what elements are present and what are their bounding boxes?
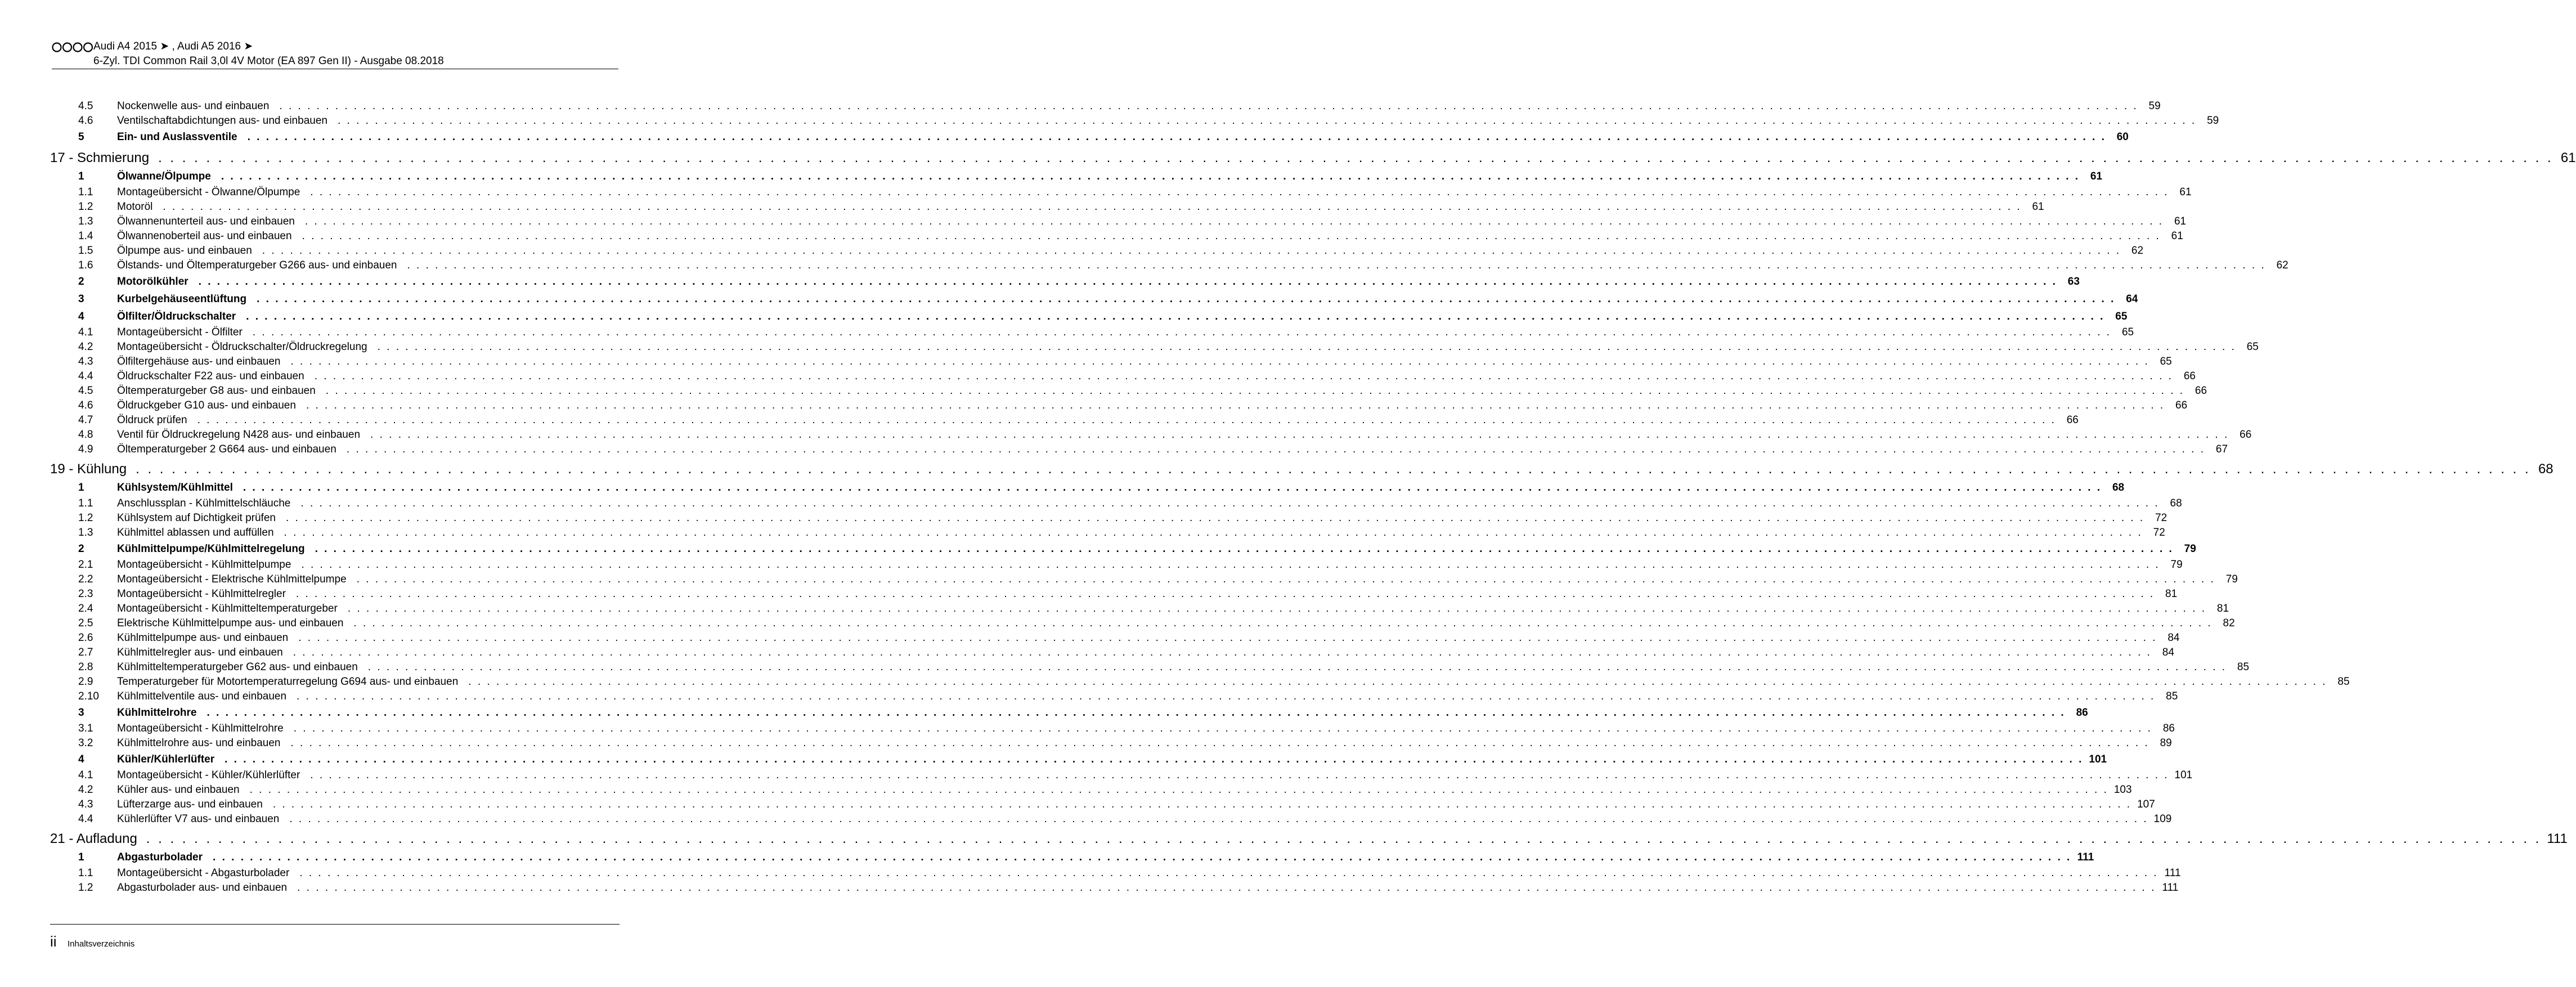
toc-entry-page: 72 [2155,512,2167,524]
toc-entry-title: Montageübersicht - Elektrische Kühlmittelpumpe [117,573,347,585]
dot-leader: . . . . . . . . . . . . . . . . . . . . . . . . . . . . . . . . . . . . . . . . . . . . . . . . . . . . . . . . . . . . . . . . . . . . . . . . . . . . . . . . . . . . . . . . . . . . . . . . . . . . . . . . . . . . . . . . . . . . . . . . . . . . . . . . . . . . . . . . . . . . . . . . . . . . . . . . . . . . . . . . . . . . . . . . . . . . . . . . . . . . . . . . . . . . . . . . . . . . . . . . [337,115,2197,127]
toc-entry-page: 68 [2538,461,2553,477]
toc-entry-number: 1.6 [78,259,93,271]
toc-entry-title: Motoröl [117,201,153,213]
toc-entry-title: Montageübersicht - Kühlmittelpumpe [117,559,291,571]
toc-entry-title: 19 - Kühlung [50,461,127,477]
toc-entry-number: 4.1 [78,769,93,781]
dot-leader: . . . . . . . . . . . . . . . . . . . . . . . . . . . . . . . . . . . . . . . . . . . . . . . . . . . . . . . . . . . . . . . . . . . . . . . . . . . . . . . . . . . . . . . . . . . . . . . . . . . . . . . . . . . . . . . . . . . . . . . . . . . . . . . . . . . . . . . . . . . . . . . . . . . . . . . . . . . . . . . . . . . . . . . . . . . . . . . . . . . . . . . . . . . . . . . . . . . . . . . . [302,230,2161,242]
toc-subsection[interactable] [50,587,2178,602]
toc-entry-page: 84 [2167,632,2180,644]
toc-entry-page: 64 [2126,293,2138,305]
toc-entry-page: 111 [2164,867,2181,879]
dot-leader: . . . . . . . . . . . . . . . . . . . . . . . . . . . . . . . . . . . . . . . . . . . . . . . . . . . . . . . . . . . . . . . . . . . . . . . . . . . . . . . . . . . . . . . . . . . . . . . . . . . . . . . . . . . . . . . . . . . . . . . . . . . . . . . . . . . . . . . . . . . . . . . . . . . . . . . . . . . . . . . . . . . . . . . . . . . . . . . . . . . . . . . . . . . . . . . . . . . . . . . . [279,100,2138,112]
dot-leader: . . . . . . . . . . . . . . . . . . . . . . . . . . . . . . . . . . . . . . . . . . . . . . . . . . . . . . . . . . . . . . . . . . . . . . . . . . . . . . . . . . . . . . . . . . . . . . . . . . . . . . . . . . . . . . . . . . . . . . . . . . . . . . . . . . . . . . . . . . . . . . . . . . . . . . . . . . . . . . . . . . . . . . . . . . . . . . . . . . . . . . . . . . . . . . . . . . . . . . . . [315,543,2174,555]
toc-entry-title: Kühlmittelrohre [117,707,197,719]
dot-leader: . . . . . . . . . . . . . . . . . . . . . . . . . . . . . . . . . . . . . . . . . . . . . . . . . . . . . . . . . . . . . . . . . . . . . . . . . . . . . . . . . . . . . . . . . . . . . . . . . . . . . . . . . . . . . . . . . . . . . . . . . . . . . . . . . . . . . . . . . . . . . . . . . . . . . . . . . . . . . . . . . . . . . . . . . . . . . . . . . . . . . . . . . . . . . . . . . . . . . . . . [325,385,2185,397]
toc-entry-page: 62 [2276,259,2288,271]
dot-leader: . . . . . . . . . . . . . . . . . . . . . . . . . . . . . . . . . . . . . . . . . . . . . . . . . . . . . . . . . . . . . . . . . . . . . . . . . . . . . . . . . . . . . . . . . . . . . . . . . . . . . . . . . . . . . . . . . . . . . . . . . . . . . . . . . . . . . . . . . . . . . . . . . . . . . . . . . . . . . . . . . . . . . . . . . . . . . . . . . . . . . . . . . . . . . . . . . . . . . . . . [249,784,2108,796]
dot-leader: . . . . . . . . . . . . . . . . . . . . . . . . . . . . . . . . . . . . . . . . . . . . . . . . . . . . . . . . . . . . . . . . . . . . . . . . . . . . . . . . . . . . . . . . . . . . . . . . . . . . . . . . . . . . . . . . . . . . . . . . . . . . . . . . . . . . . . . . . . . . . . . . . . . . . . . . . . . . . . . . . . . . . . . . . . . . . . . . . . . . . . . . . . . . . . . . . . . . . . . . [297,690,2156,702]
toc-entry-title: Ölwannenunterteil aus- und einbauen [117,216,295,227]
toc-entry-title: Kühlmittelventile aus- und einbauen [117,690,287,702]
toc-entry-page: 61 [2179,186,2192,198]
toc-entry-title: Kurbelgehäuseentlüftung [117,293,247,305]
toc-entry-title: Öltemperaturgeber G8 aus- und einbauen [117,385,316,397]
toc-entry-number: 2.1 [78,559,93,571]
toc-entry-title: Lüfterzarge aus- und einbauen [117,798,263,810]
toc-entry-title: 21 - Aufladung [50,831,137,846]
toc-entry-page: 65 [2246,341,2259,353]
toc-entry-number: 1.3 [78,527,93,539]
dot-leader: . . . . . . . . . . . . . . . . . . . . . . . . . . . . . . . . . . . . . . . . . . . . . . . . . . . . . . . . . . . . . . . . . . . . . . . . . . . . . . . . . . . . . . . . . . . . . . . . . . . . . . . . . . . . . . . . . . . . . . . . . . . . . . . . . . . . . . . . . . . . . . . . . . . . . . . . . . . . . . . . . . . . . . . . . . . . . . . . . . . . . . . . . . . . . . . . . . . . . . . . [310,769,2169,781]
toc-entry-number: 4.1 [78,326,93,338]
toc-entry-title: Kühlsystem auf Dichtigkeit prüfen [117,512,276,524]
toc-entry-title: Elektrische Kühlmittelpumpe aus- und einbauen [117,617,344,629]
toc-entry-title: Montageübersicht - Ölfilter [117,326,243,338]
toc-entry-page: 61 [2171,230,2183,242]
dot-leader: . . . . . . . . . . . . . . . . . . . . . . . . . . . . . . . . . . . . . . . . . . . . . . . . . . . . . . . . . . . . . . . . . . . . . . . . . . . . . . . . . . . . . . . . . . . . . . . . . . . . . . . . . . . . . . . . . . . . . . . . . . . . . . . . . . . . . . . . . . . . . . . . . . . . . . . . . . . . . . . . . . . . . . . . . . . . . . . . . . . . . . . . . . . . . . . . . . . . . . . . [310,186,2169,198]
dot-leader: . . . . . . . . . . . . . . . . . . . . . . . . . . . . . . . . . . . . . . . . . . . . . . . . . . . . . . . . . . . . . . . . . . . . . . . . . . . . . . . . . . . . . . . . . . . . . . . . . . . . . . . . . . . . . . . . . . . . . . . . . . . . . . . . . . . . . . . . . . . . . . . . . . . . . . . . . . . . . . . . . . . . . . . . . . . . . . . . . . . . . . . . . . . . . . . . . . . . . . . . [468,676,2327,688]
toc-entry-number: 3 [78,707,84,719]
toc-entry-number: 2.10 [78,690,99,702]
toc-entry-number: 2.4 [78,603,93,614]
toc-entry-number: 1.3 [78,216,93,227]
dot-leader: . . . . . . . . . . . . . . . . . . . . . . . . . . . . . . . . . . . . . . . . . . . . . . . . . . . . . . . . . . . . . . . . . . . . . . . . . . . . . . . . . . . . . . . . . . . . . . . . . . . . . . . . . . . . . . . . . . . . . . . . . . . . . . . . . . . . . . . . . . . . . . . . . . . . . . . . . . . . . . . . . . . . . . . . . . . . . . . . . . . . . . . . . . . . . . . . . . . . . . . . [290,356,2149,367]
toc-entry-page: 66 [2194,385,2207,397]
toc-entry-page: 72 [2153,527,2165,539]
dot-leader: . . . . . . . . . . . . . . . . . . . . . . . . . . . . . . . . . . . . . . . . . . . . . . . . . . . . . . . . . . . . . . . . . . . . . . . . . . . . . . . . . . . . . . . . . . . . . . . . . . . . . . . . . . . . . . . . . . . . . . . . . . . . . . . . . . . . . . . . . . . . . . . . . . . . . . . . . . . . . . . . . . . . . . . . . . . . . . . . . . . . . . . . . . . . . . . . . . . . . . . . [289,813,2148,825]
toc-entry-number: 5 [78,131,84,143]
toc-subsection[interactable] [50,398,2188,413]
toc-entry-page: 85 [2237,661,2250,673]
toc-entry-number: 2.9 [78,676,93,688]
toc-entry-page: 59 [2148,100,2161,112]
toc-entry-title: Kühler/Kühlerlüfter [117,753,215,765]
toc-entry-title: Nockenwelle aus- und einbauen [117,100,270,112]
dot-leader: . . . . . . . . . . . . . . . . . . . . . . . . . . . . . . . . . . . . . . . . . . . . . . . . . . . . . . . . . . . . . . . . . . . . . . . . . . . . . . . . . . . . . . . . . . . . . . . . . . . . . . . . . . . . . . . . . . . . . . . . . . . . . . . . . . . . . . . . . . . . . . . . . . . . . . . . . . . . . . . . . . . . . . . . . . . . . . . . . . . . . . . . . . . . . . . . . . . . . . . . [285,512,2145,524]
toc-entry-page: 62 [2131,245,2144,257]
toc-entry-number: 4 [78,311,84,322]
toc-subsection[interactable] [50,496,2182,511]
toc-entry-number: 4.4 [78,370,93,382]
toc-entry-number: 4.3 [78,798,93,810]
toc-subsection[interactable] [50,355,2172,369]
toc-entry-title: Öltemperaturgeber 2 G664 aus- und einbauen [117,443,336,455]
toc-entry-title: Montageübersicht - Kühlmittelregler [117,588,286,600]
toc-entry-title: Ein- und Auslassventile [117,131,237,143]
toc-entry-number: 4 [78,753,84,765]
toc-entry-page: 79 [2170,559,2183,571]
dot-leader: . . . . . . . . . . . . . . . . . . . . . . . . . . . . . . . . . . . . . . . . . . . . . . . . . . . . . . . . . . . . . . . . . . . . . . . . . . . . . . . . . . . . . . . . . . . . . . . . . . . . . . . . . . . . . . . . . . . . . . . . . . . . . . . . . . . . . . . . . . . . . . . . . . . . . . . . . . . . . . . . . . . . . . . . . . . . . . . . . . . . . . . . . . . . . . . . . . . . . . . . [297,882,2156,894]
toc-entry-title: Kühlmittel ablassen und auffüllen [117,527,274,539]
toc-entry-number: 1.1 [78,497,93,509]
toc-entry-number: 1 [78,482,84,493]
toc-entry-page: 86 [2162,723,2175,734]
toc-entry-title: Kühlmittelregler aus- und einbauen [117,647,283,658]
toc-entry-page: 81 [2165,588,2178,600]
toc-subsection[interactable] [50,660,2250,675]
toc-entry-title: Anschlussplan - Kühlmittelschläuche [117,497,291,509]
dot-leader: . . . . . . . . . . . . . . . . . . . . . . . . . . . . . . . . . . . . . . . . . . . . . . . . . . . . . . . . . . . . . . . . . . . . . . . . . . . . . . . . . . . . . . . . . . . . . . . . . . . . . . . . . . . . . . . . . . . . . . . . . . . . . . . . . . . . . . . . . . . . . . . . . . . . . . . . . . . . . . . . . . . . . . . . . . . . . . . . . . . . . . . . . . . . . . . . . . . . . . . . [257,293,2116,305]
toc-section[interactable] [50,168,2103,185]
toc-entry-page: 61 [2560,150,2576,165]
dot-leader: . . . . . . . . . . . . . . . . . . . . . . . . . . . . . . . . . . . . . . . . . . . . . . . . . . . . . . . . . . . . . . . . . . . . . . . . . . . . . . . . . . . . . . . . . . . . . . . . . . . . . . . . . . . . . . . . . . . . . . . . . . . . . . . . . . . . . . . . . . . . . . . . . . . . . . . . . . . . . . . . . . . . . . . . . . . . . . . . . . . . . . . . . . . . . . . . . . . . . . . . [163,201,2022,213]
dot-leader: . . . . . . . . . . . . . . . . . . . . . . . . . . . . . . . . . . . . . . . . . . . . . . . . . . . . . . . . . . . . . . . . . . . . . . . . . . . . . . . . . . . . . . . . . . . . . . . . . . . . . . . . . . . . . . . . . . . . . . . . . . . . . . . . . . . . . . . . . . . . . . . . . . . . . . . . . . . . . . . . . . . . . . . . . . . . . . . . . . . . . . . . . . . . . . . . . . . . . . . . [290,737,2149,749]
toc-entry-title: Ölstands- und Öltemperaturgeber G266 aus- und einbauen [117,259,397,271]
toc-section[interactable] [50,704,2088,721]
toc-entry-number: 2.8 [78,661,93,673]
toc-subsection[interactable] [50,645,2174,660]
toc-entry-number: 4.3 [78,356,93,367]
toc-entry-page: 109 [2153,813,2172,825]
footer-label: Inhaltsverzeichnis [68,939,135,949]
toc-entry-title: Ölwanne/Ölpumpe [117,171,211,182]
toc-subsection[interactable] [50,214,2187,229]
toc-subsection[interactable] [50,185,2192,200]
toc-entry-page: 63 [2067,276,2080,288]
toc-subsection[interactable] [50,881,2179,895]
dot-leader: . . . . . . . . . . . . . . . . . . . . . . . . . . . . . . . . . . . . . . . . . . . . . . . . . . . . . . . . . . . . . . . . . . . . . . . . . . . . . . . . . . . . . . . . . . . . . . . . . . . . . . . . . . . . . . . . . . . . . . . . . . . . . . . . . . . . . . . . . . . . . . . . . . . . . . . . . . . . . . . . . . . . . . . . . . . . . . . . . . . . . . . . . . . . . . . . . . . . . . . . [347,603,2207,614]
toc-entry-page: 65 [2121,326,2134,338]
dot-leader: . . . . . . . . . . . . . . . . . . . . . . . . . . . . . . . . . . . . . . . . . . . . . . . . . . . . . . . . . . . . . . . . . . . . . . . . . . . . . . . . . . . . . . . . . . . . . . . . . . . . . . . . . . . . . . . . . . . . . . . . . . . . . . . . . . . . . . . . . . . . . . . . . . . . . . . . . . . . . . . . . . . . . . . . . . . . . . . . . . . . . . . . . . . . . . . . . . . . . . . . [246,311,2105,322]
toc-entry-number: 4.9 [78,443,93,455]
toc-entry-number: 3.2 [78,737,93,749]
toc-section[interactable] [50,290,2138,308]
dot-leader: . . . . . . . . . . . . . . . . . . . . . . . . . . . . . . . . . . . . . . . . . . . . . . . . . . . . . . . . . . . . . . . . . . . . . . . . . . . . . . . . . . . . . . . . . . . . . . . . . . . . . . . . . . . . . . . . . . . . . . . . . . . . . . . . . . . . . . . . . . . . . . . . . . . . . . . . . . . . . . . . . . . . . . . . . . . . . . . . . . . . . . . . . . . . . . . . . . . . . . . . [293,723,2152,734]
toc-entry-title: Temperaturgeber für Motortemperaturregelung G694 aus- und einbauen [117,676,459,688]
toc-subsection[interactable] [50,526,2165,540]
toc-subsection[interactable] [50,721,2175,736]
toc-entry-page: 65 [2115,311,2128,322]
footer-page-number: ii [50,933,57,950]
toc-entry-page: 61 [2032,201,2044,213]
toc-entry-page: 66 [2240,429,2252,441]
toc-entry-page: 81 [2216,603,2229,614]
dot-leader: . . . . . . . . . . . . . . . . . . . . . . . . . . . . . . . . . . . . . . . . . . . . . . . . . . . . . . . . . . . . . . . . . . . . . . . . . . . . . . . . . . . . . . . . . . . . . . . . . . . . . . . . . . . . . . . . . . . . . . . . . . . . . . . . . . . . . . . . . . . . . . . . . . . . . . . . . . . . . . . . . . . . . . . . . . . . . . . . . . . . . . . . . . . . . . . . . . . . . . . . [293,647,2152,658]
toc-entry-page: 60 [2116,131,2129,143]
toc-subsection[interactable] [50,442,2228,457]
toc-entry-title: Kühlerlüfter V7 aus- und einbauen [117,813,280,825]
header-vehicle-models: Audi A4 2015 ➤ , Audi A5 2016 ➤ [93,41,253,52]
dot-leader: . . . . . . . . . . . . . . . . . . . . . . . . . . . . . . . . . . . . . . . . . . . . . . . . . . . . . . . . . . . . . . . . . . . . . . . . . . . . . . . . . . . . . . . . . . . . . . . . . . . . . . . . . . . . . . . . . . . . . . . . . . . . . . . . . . . . . . . . . . . . . . . . . . . . . . . . . . . . . . . . . . . . . . . . . . . . . . . . . . . . . . . . . . . . . . . . . . . . . . . . [407,259,2266,271]
toc-entry-number: 4.7 [78,414,93,426]
dot-leader: . . . . . . . . . . . . . . . . . . . . . . . . . . . . . . . . . . . . . . . . . . . . . . . . . . . . . . . . . . . . . . . . . . . . . . . . . . . . . . . . . . . . . . . . . . . . . . . . . . . . . . . . . . . . . . . . . . . . . . . . . . . . . . . . . . . . . . . . . . . . . . . . . . . . . . . . . . . . . . . . . . . . . . . . . . . . . . . . . . . . . . . . . . . . . . . . . . . . . . . . [346,443,2206,455]
toc-entry-page: 84 [2162,647,2174,658]
toc-subsection[interactable] [50,369,2196,384]
dot-leader: . . . . . . . . . . . . . . . . . . . . . . . . . . . . . . . . . . . . . . . . . . . . . . . . . . . . . . . . . . . . . . . . . . . . . . . . . . . . . . . . . . . . . . . . . . . . . . . . . . . . . . . . . . . . . . . . . . . . . . . . . . . . . . . . . . . . . . . . . . . . . . . . . . . . . . . . . . . . . . . . . . . . . . . . . . . . . . . . . . . . . . . . . . . . . . . . . . . . . . . . [300,497,2160,509]
dot-leader: . . . . . . . . . . . . . . . . . . . . . . . . . . . . . . . . . . . . . . . . . . . . . . . . . . . . . . . . . . . . . . . . . . . . . . . . . . . . . . . . . . . . . . . . . . . . . . . . . . . . . . . . . . . . . . . . . . . . . . . . . . . . . . . . . . . . . . . . . . . . . . . . . . . . . . . . . . . . . . . . . . . . . . . . . . . . . . . . . . . . . . . . . . . . . . . . . . . . . . . . [301,559,2160,571]
toc-entry-number: 2 [78,543,84,555]
toc-entry-number: 1.2 [78,512,93,524]
dot-leader: . . . . . . . . . . . . . . . . . . . . . . . . . . . . . . . . . . . . . . . . . . . . . . . . . . . . . . . . . . . . . . . . . . . . . . . . . . . . . . . . . . . . . . . . . . . . . . . . . . . . . . . . . . . . . . . . . . . . . . . . . . . . . . . . . . . . . . . . . . . . . . . . . . . . . . . . . . . . . . . . . . . . . . . . . . . . . . . . . . . . . . . . . . . . . . . . . . . . . . . . [353,617,2213,629]
dot-leader: . . . . . . . . . . . . . . . . . . . . . . . . . . . . . . . . . . . . . . . . . . . . . . . . . . . . . . . . . . . . . . . . . . . . . . . . . . . . . . . . . . . . . . . . . . . . . . . . . . . . . . . . . . . . . . . . . . . . . . . . . . . . . . . . . . . . . . . . . . . . . . . . . . . . . . . . . . . . . . . . . . . . . . . . . . . . . . . . . . . . . . . . . . . . . . . . . . . . . . . . [158,150,2553,165]
dot-leader: . . . . . . . . . . . . . . . . . . . . . . . . . . . . . . . . . . . . . . . . . . . . . . . . . . . . . . . . . . . . . . . . . . . . . . . . . . . . . . . . . . . . . . . . . . . . . . . . . . . . . . . . . . . . . . . . . . . . . . . . . . . . . . . . . . . . . . . . . . . . . . . . . . . . . . . . . . . . . . . . . . . . . . . . . . . . . . . . . . . . . . . . . . . . . . . . . . . . . . . . [298,632,2157,644]
toc-entry-number: 1.1 [78,186,93,198]
toc-entry-title: Motorölkühler [117,276,189,288]
toc-subsection[interactable] [50,866,2181,881]
dot-leader: . . . . . . . . . . . . . . . . . . . . . . . . . . . . . . . . . . . . . . . . . . . . . . . . . . . . . . . . . . . . . . . . . . . . . . . . . . . . . . . . . . . . . . . . . . . . . . . . . . . . . . . . . . . . . . . . . . . . . . . . . . . . . . . . . . . . . . . . . . . . . . . . . . . . . . . . . . . . . . . . . . . . . . . . . . . . . . . . . . . . . . . . . . . . . . . . . . . . . . . . [207,707,2066,719]
toc-entry-number: 2.6 [78,632,93,644]
dot-leader: . . . . . . . . . . . . . . . . . . . . . . . . . . . . . . . . . . . . . . . . . . . . . . . . . . . . . . . . . . . . . . . . . . . . . . . . . . . . . . . . . . . . . . . . . . . . . . . . . . . . . . . . . . . . . . . . . . . . . . . . . . . . . . . . . . . . . . . . . . . . . . . . . . . . . . . . . . . . . . . . . . . . . . . . . . . . . . . . . . . . . . . . . . . . . . . . . . . . . . . . [243,482,2102,493]
dot-leader: . . . . . . . . . . . . . . . . . . . . . . . . . . . . . . . . . . . . . . . . . . . . . . . . . . . . . . . . . . . . . . . . . . . . . . . . . . . . . . . . . . . . . . . . . . . . . . . . . . . . . . . . . . . . . . . . . . . . . . . . . . . . . . . . . . . . . . . . . . . . . . . . . . . . . . . . . . . . . . . . . . . . . . . . . . . . . . . . . . . . . . . . . . . . . . . . . . . . . . . . [356,573,2215,585]
dot-leader: . . . . . . . . . . . . . . . . . . . . . . . . . . . . . . . . . . . . . . . . . . . . . . . . . . . . . . . . . . . . . . . . . . . . . . . . . . . . . . . . . . . . . . . . . . . . . . . . . . . . . . . . . . . . . . . . . . . . . . . . . . . . . . . . . . . . . . . . . . . . . . . . . . . . . . . . . . . . . . . . . . . . . . . . . . . . . . . . . . . . . . . . . . . . . . . . . . . . . . . . [304,216,2164,227]
toc-entry-page: 79 [2225,573,2238,585]
toc-entry-number: 2 [78,276,84,288]
dot-leader: . . . . . . . . . . . . . . . . . . . . . . . . . . . . . . . . . . . . . . . . . . . . . . . . . . . . . . . . . . . . . . . . . . . . . . . . . . . . . . . . . . . . . . . . . . . . . . . . . . . . . . . . . . . . . . . . . . . . . . . . . . . . . . . . . . . . . . . . . . . . . . . . . . . . . . . . . . . . . . . . . . . . . . . . . . . . . . . . . . . . . . . . . . . . . . . . . . . . . . . . [197,414,2056,426]
table-of-contents [50,99,2576,895]
toc-entry-title: Kühlmittelpumpe/Kühlmittelregelung [117,543,305,555]
toc-section[interactable] [50,540,2196,558]
toc-entry-number: 4.6 [78,115,93,127]
toc-entry-title: Öldruckschalter F22 aus- und einbauen [117,370,304,382]
toc-subsection[interactable] [50,413,2079,428]
dot-leader: . . . . . . . . . . . . . . . . . . . . . . . . . . . . . . . . . . . . . . . . . . . . . . . . . . . . . . . . . . . . . . . . . . . . . . . . . . . . . . . . . . . . . . . . . . . . . . . . . . . . . . . . . . . . . . . . . . . . . . . . . . . . . . . . . . . . . . . . . . . . . . . . . . . . . . . . . . . . . . . . . . . . . . . . . . . . . . . . . . . . . . . . . . . . . . . . . . . . . . . . [367,661,2227,673]
toc-subsection[interactable] [50,689,2178,704]
toc-entry-page: 82 [2223,617,2235,629]
dot-leader: . . . . . . . . . . . . . . . . . . . . . . . . . . . . . . . . . . . . . . . . . . . . . . . . . . . . . . . . . . . . . . . . . . . . . . . . . . . . . . . . . . . . . . . . . . . . . . . . . . . . . . . . . . . . . . . . . . . . . . . . . . . . . . . . . . . . . . . . . . . . . . . . . . . . . . . . . . . . . . . . . . . . . . . . . . . . . . . . . . . . . . . . . . . . . . . . . . . . . . . . [252,326,2112,338]
toc-subsection[interactable] [50,384,2207,398]
toc-entry-title: Montageübersicht - Öldruckschalter/Öldruckregelung [117,341,367,353]
toc-entry-page: 59 [2207,115,2219,127]
toc-subsection[interactable] [50,812,2172,827]
toc-entry-number: 1.2 [78,882,93,894]
toc-subsection[interactable] [50,736,2172,751]
toc-entry-page: 103 [2113,784,2132,796]
toc-entry-page: 66 [2066,414,2079,426]
dot-leader: . . . . . . . . . . . . . . . . . . . . . . . . . . . . . . . . . . . . . . . . . . . . . . . . . . . . . . . . . . . . . . . . . . . . . . . . . . . . . . . . . . . . . . . . . . . . . . . . . . . . . . . . . . . . . . . . . . . . . . . . . . . . . . . . . . . . . . . . . . . . . . . . . . . . . . . . . . . . . . . . . . . . . . . . . . . . . . . . . . . . . . . . . . . . . . . . . . . . . . . . [198,276,2057,288]
toc-entry-page: 101 [2089,753,2107,765]
toc-entry-title: Kühlsystem/Kühlmittel [117,482,233,493]
toc-entry-number: 3.1 [78,723,93,734]
toc-entry-number: 4.2 [78,341,93,353]
toc-entry-title: Kühlmittelrohre aus- und einbauen [117,737,281,749]
dot-leader: . . . . . . . . . . . . . . . . . . . . . . . . . . . . . . . . . . . . . . . . . . . . . . . . . . . . . . . . . . . . . . . . . . . . . . . . . . . . . . . . . . . . . . . . . . . . . . . . . . . . . . . . . . . . . . . . . . . . . . . . . . . . . . . . . . . . . . . . . . . . . . . . . . . . . . . . . . . . . . . . . . . . . . . . . . . . . . . . . . . . . . . . . . . . . . . . . . . . . . . . [272,798,2132,810]
toc-subsection[interactable] [50,325,2134,340]
toc-subsection[interactable] [50,783,2132,797]
toc-entry-title: Kühlmitteltemperaturgeber G62 aus- und einbauen [117,661,358,673]
toc-entry-number: 1 [78,851,84,863]
toc-entry-page: 61 [2090,171,2103,182]
toc-section[interactable] [50,273,2080,290]
dot-leader: . . . . . . . . . . . . . . . . . . . . . . . . . . . . . . . . . . . . . . . . . . . . . . . . . . . . . . . . . . . . . . . . . . . . . . . . . . . . . . . . . . . . . . . . . . . . . . . . . . . . . . . . . . . . . . . . . . . . . . . . . . . . . . . . . . . . . . . . . . . . . . . . . . . . . . . . . . . . . . . . . . . . . . . . . . . . . . . . . . . . . . . . . . . . . . . . . . . . . . . . [370,429,2229,441]
dot-leader: . . . . . . . . . . . . . . . . . . . . . . . . . . . . . . . . . . . . . . . . . . . . . . . . . . . . . . . . . . . . . . . . . . . . . . . . . . . . . . . . . . . . . . . . . . . . . . . . . . . . . . . . . . . . . . . . . . . . . . . . . . . . . . . . . . . . . . . . . . . . . . . . . . . . . . . . . . . . . . . . . . . . . . . . . . . . . . . . . . . . . . . . . . . . . . . . . . . . . . . . [247,131,2106,143]
toc-subsection[interactable] [50,244,2144,258]
toc-subsection[interactable] [50,258,2288,273]
dot-leader: . . . . . . . . . . . . . . . . . . . . . . . . . . . . . . . . . . . . . . . . . . . . . . . . . . . . . . . . . . . . . . . . . . . . . . . . . . . . . . . . . . . . . . . . . . . . . . . . . . . . . . . . . . . . . . . . . . . . . . . . . . . . . . . . . . . . . . . . . . . . . . . . . . . . . . . . . . . . . . . . . . . . . . . . . . . . . . . . . . . . . . . . . . . . . . . . . . . . . . . . [284,527,2143,539]
toc-entry-page: 85 [2337,676,2350,688]
toc-entry-page: 111 [2547,831,2568,846]
dot-leader: . . . . . . . . . . . . . . . . . . . . . . . . . . . . . . . . . . . . . . . . . . . . . . . . . . . . . . . . . . . . . . . . . . . . . . . . . . . . . . . . . . . . . . . . . . . . . . . . . . . . . . . . . . . . . . . . . . . . . . . . . . . . . . . . . . . . . . . . . . . . . . . . . . . . . . . . . . . . . . . . . . . . . . . . . . . . . . . . . . . . . . . . . . . . . . . . . . . . . . . . [377,341,2236,353]
toc-entry-page: 86 [2076,707,2088,719]
toc-entry-title: Abgasturbolader aus- und einbauen [117,882,288,894]
toc-entry-number: 4.4 [78,813,93,825]
toc-subsection[interactable] [50,511,2167,526]
dot-leader: . . . . . . . . . . . . . . . . . . . . . . . . . . . . . . . . . . . . . . . . . . . . . . . . . . . . . . . . . . . . . . . . . . . . . . . . . . . . . . . . . . . . . . . . . . . . . . . . . . . . . . . . . . . . . . . . . . . . . . . . . . . . . . . . . . . . . . . . . . . . . . . . . . . . . . . . . . . . . . . . . . . . . . . . . . . . . . . . . . . . . . . . . . . . . . . . . . . . . . . . [221,171,2080,182]
toc-entry-number: 1.4 [78,230,93,242]
toc-chapter[interactable] [50,459,2553,479]
toc-entry-title: Öldruckgeber G10 aus- und einbauen [117,400,296,411]
toc-entry-title: Montageübersicht - Kühler/Kühlerlüfter [117,769,300,781]
dot-leader: . . . . . . . . . . . . . . . . . . . . . . . . . . . . . . . . . . . . . . . . . . . . . . . . . . . . . . . . . . . . . . . . . . . . . . . . . . . . . . . . . . . . . . . . . . . . . . . . . . . . . . . . . . . . . . . . . . . . . . . . . . . . . . . . . . . . . . . . . . . . . . . . . . . . . . . . . . . . . . . . . . . . . . . . . . . . . . . . . . . . . . . . . . . . . . . . . . . . . . . . [136,461,2531,477]
toc-subsection[interactable] [50,558,2183,572]
toc-entry-title: Montageübersicht - Kühlmitteltemperaturgeber [117,603,338,614]
toc-entry-number: 4.8 [78,429,93,441]
toc-entry-title: Montageübersicht - Abgasturbolader [117,867,290,879]
toc-subsection[interactable] [50,768,2193,783]
toc-entry-title: Ölfiltergehäuse aus- und einbauen [117,356,281,367]
toc-entry-page: 89 [2160,737,2172,749]
toc-entry-title: Ventilschaftabdichtungen aus- und einbauen [117,115,327,127]
toc-entry-number: 2.3 [78,588,93,600]
toc-entry-page: 65 [2160,356,2172,367]
toc-section[interactable] [50,751,2107,768]
toc-section[interactable] [50,128,2129,146]
toc-entry-number: 4.2 [78,784,93,796]
dot-leader: . . . . . . . . . . . . . . . . . . . . . . . . . . . . . . . . . . . . . . . . . . . . . . . . . . . . . . . . . . . . . . . . . . . . . . . . . . . . . . . . . . . . . . . . . . . . . . . . . . . . . . . . . . . . . . . . . . . . . . . . . . . . . . . . . . . . . . . . . . . . . . . . . . . . . . . . . . . . . . . . . . . . . . . . . . . . . . . . . . . . . . . . . . . . . . . . . . . . . . . . [295,588,2155,600]
dot-leader: . . . . . . . . . . . . . . . . . . . . . . . . . . . . . . . . . . . . . . . . . . . . . . . . . . . . . . . . . . . . . . . . . . . . . . . . . . . . . . . . . . . . . . . . . . . . . . . . . . . . . . . . . . . . . . . . . . . . . . . . . . . . . . . . . . . . . . . . . . . . . . . . . . . . . . . . . . . . . . . . . . . . . . . . . . . . . . . . . . . . . . . . . . . . . . . . . . . . . . . . [306,400,2165,411]
toc-entry-page: 85 [2166,690,2178,702]
toc-entry-page: 66 [2175,400,2188,411]
toc-entry-title: Kühler aus- und einbauen [117,784,240,796]
toc-entry-number: 4.6 [78,400,93,411]
toc-section[interactable] [50,849,2094,866]
toc-entry-page: 68 [2112,482,2125,493]
toc-subsection[interactable] [50,229,2183,244]
toc-entry-number: 2.5 [78,617,93,629]
toc-entry-title: Öldruck prüfen [117,414,187,426]
toc-entry-page: 67 [2215,443,2228,455]
toc-entry-title: Kühlmittelpumpe aus- und einbauen [117,632,289,644]
toc-subsection[interactable] [50,428,2252,442]
toc-subsection[interactable] [50,616,2235,631]
toc-entry-page: 107 [2137,798,2155,810]
toc-subsection[interactable] [50,200,2044,214]
dot-leader: . . . . . . . . . . . . . . . . . . . . . . . . . . . . . . . . . . . . . . . . . . . . . . . . . . . . . . . . . . . . . . . . . . . . . . . . . . . . . . . . . . . . . . . . . . . . . . . . . . . . . . . . . . . . . . . . . . . . . . . . . . . . . . . . . . . . . . . . . . . . . . . . . . . . . . . . . . . . . . . . . . . . . . . . . . . . . . . . . . . . . . . . . . . . . . . . . . . . . . . . [213,851,2072,863]
toc-subsection[interactable] [50,602,2229,616]
toc-entry-page: 68 [2170,497,2182,509]
toc-entry-number: 4.5 [78,100,93,112]
toc-entry-number: 2.7 [78,647,93,658]
toc-entry-title: Montageübersicht - Ölwanne/Ölpumpe [117,186,300,198]
toc-entry-title: Ventil für Öldruckregelung N428 aus- und einbauen [117,429,361,441]
toc-entry-title: 17 - Schmierung [50,150,150,165]
dot-leader: . . . . . . . . . . . . . . . . . . . . . . . . . . . . . . . . . . . . . . . . . . . . . . . . . . . . . . . . . . . . . . . . . . . . . . . . . . . . . . . . . . . . . . . . . . . . . . . . . . . . . . . . . . . . . . . . . . . . . . . . . . . . . . . . . . . . . . . . . . . . . . . . . . . . . . . . . . . . . . . . . . . . . . . . . . . . . . . . . . . . . . . . . . . . . . . . . . . . . . . . [314,370,2173,382]
toc-section[interactable] [50,308,2128,325]
dot-leader: . . . . . . . . . . . . . . . . . . . . . . . . . . . . . . . . . . . . . . . . . . . . . . . . . . . . . . . . . . . . . . . . . . . . . . . . . . . . . . . . . . . . . . . . . . . . . . . . . . . . . . . . . . . . . . . . . . . . . . . . . . . . . . . . . . . . . . . . . . . . . . . . . . . . . . . . . . . . . . . . . . . . . . . . . . . . . . . . . . . . . . . . . . . . . . . . . . . . . . . . [225,753,2084,765]
toc-entry-page: 111 [2077,851,2094,863]
toc-entry-page: 111 [2162,882,2179,894]
toc-entry-number: 1.1 [78,867,93,879]
toc-entry-title: Ölfilter/Öldruckschalter [117,311,236,322]
toc-subsection[interactable] [50,340,2259,355]
toc-entry-title: Montageübersicht - Kühlmittelrohre [117,723,284,734]
toc-entry-title: Ölpumpe aus- und einbauen [117,245,252,257]
toc-subsection[interactable] [50,675,2350,689]
toc-subsection[interactable] [50,631,2180,645]
toc-entry-title: Abgasturbolader [117,851,203,863]
toc-subsection[interactable] [50,99,2161,114]
toc-entry-page: 66 [2183,370,2196,382]
toc-subsection[interactable] [50,114,2219,128]
dot-leader: . . . . . . . . . . . . . . . . . . . . . . . . . . . . . . . . . . . . . . . . . . . . . . . . . . . . . . . . . . . . . . . . . . . . . . . . . . . . . . . . . . . . . . . . . . . . . . . . . . . . . . . . . . . . . . . . . . . . . . . . . . . . . . . . . . . . . . . . . . . . . . . . . . . . . . . . . . . . . . . . . . . . . . . . . . . . . . . . . . . . . . . . . . . . . . . . . . . . . . . . [299,867,2158,879]
audi-rings-logo [52,42,93,52]
toc-entry-page: 61 [2174,216,2187,227]
toc-chapter[interactable] [50,829,2568,849]
toc-chapter[interactable] [50,148,2576,168]
toc-entry-number: 1.2 [78,201,93,213]
toc-entry-number: 3 [78,293,84,305]
toc-entry-page: 79 [2184,543,2196,555]
toc-entry-number: 1 [78,171,84,182]
toc-entry-page: 101 [2174,769,2193,781]
toc-subsection[interactable] [50,797,2155,812]
dot-leader: . . . . . . . . . . . . . . . . . . . . . . . . . . . . . . . . . . . . . . . . . . . . . . . . . . . . . . . . . . . . . . . . . . . . . . . . . . . . . . . . . . . . . . . . . . . . . . . . . . . . . . . . . . . . . . . . . . . . . . . . . . . . . . . . . . . . . . . . . . . . . . . . . . . . . . . . . . . . . . . . . . . . . . . . . . . . . . . . . . . . . . . . . . . . . . . . . . . . . . . . [262,245,2121,257]
toc-entry-number: 4.5 [78,385,93,397]
toc-entry-number: 1.5 [78,245,93,257]
toc-entry-number: 2.2 [78,573,93,585]
header-engine-edition: 6-Zyl. TDI Common Rail 3,0l 4V Motor (EA 897 Gen II) - Ausgabe 08.2018 [93,55,444,67]
toc-subsection[interactable] [50,572,2238,587]
footer-divider [50,924,620,925]
toc-section[interactable] [50,479,2125,496]
dot-leader: . . . . . . . . . . . . . . . . . . . . . . . . . . . . . . . . . . . . . . . . . . . . . . . . . . . . . . . . . . . . . . . . . . . . . . . . . . . . . . . . . . . . . . . . . . . . . . . . . . . . . . . . . . . . . . . . . . . . . . . . . . . . . . . . . . . . . . . . . . . . . . . . . . . . . . . . . . . . . . . . . . . . . . . . . . . . . . . . . . . . . . . . . . . . . . . . . . . . . . . . [146,831,2542,846]
toc-entry-title: Ölwannenoberteil aus- und einbauen [117,230,292,242]
